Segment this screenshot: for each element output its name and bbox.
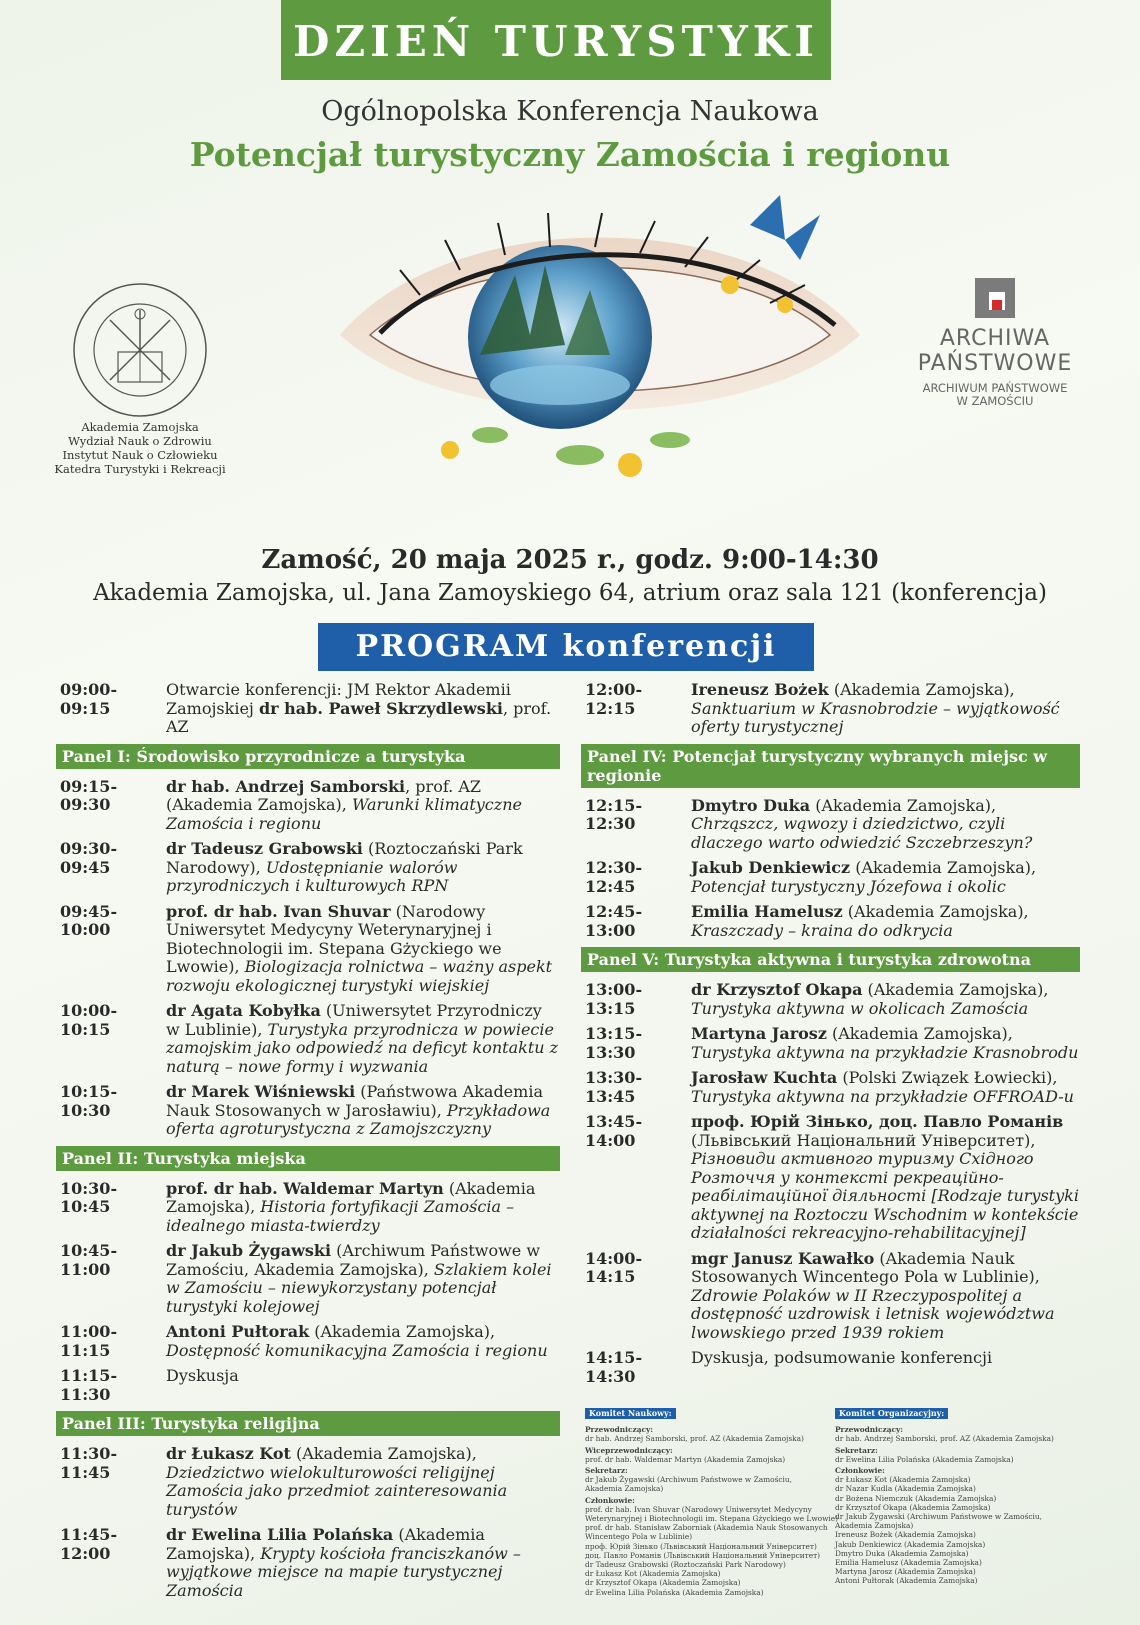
committee-title: Komitet Organizacyjny:: [835, 1408, 948, 1419]
committee-member: Antoni Pułtorak (Akademia Zamojska): [835, 1576, 978, 1586]
talk-title: Biologizacja rolnictwa – ważny aspekt rozwoju ekologicznej turystyki wiejskiej: [166, 957, 553, 995]
entry-time: 11:15-11:30: [60, 1366, 118, 1404]
committee-member: dr Krzysztof Okapa (Akademia Zamojska): [835, 1502, 991, 1512]
entry-time: 14:15-14:30: [585, 1348, 643, 1386]
organizing-committee: [835, 1408, 1054, 1586]
talk-title: Przykładowa oferta agroturystyczna z Zamojszczyzny: [166, 1100, 551, 1138]
talk-title: Turystyka aktywna na przykładzie OFFROAD-u: [691, 1086, 1074, 1106]
program-entry: [60, 681, 560, 737]
speaker-name: dr Marek Wiśniewski: [166, 1082, 356, 1101]
committee-role: Przewodniczący:: [835, 1425, 903, 1435]
entry-detail: (Akademia Zamojska),: [166, 1178, 536, 1216]
entry-time: 09:30-09:45: [60, 839, 118, 877]
entry-detail: Dyskusja, podsumowanie konferencji: [691, 1348, 993, 1367]
entry-detail: (Akademia Zamojska),: [826, 1024, 1013, 1043]
conference-theme: Potencjał turystyczny Zamościa i regionu: [189, 135, 951, 174]
committee-member: Weterynaryjnej i Biotechnologii im. Stepana Gżyckiego we Lwowie): [585, 1514, 839, 1524]
program-entry: [585, 1069, 1080, 1106]
panel-heading: Panel I: Środowisko przyrodnicze a turystyka: [56, 744, 560, 769]
committee-member: dr Tadeusz Grabowski (Roztoczański Park Narodowy): [585, 1560, 786, 1570]
committee-member: dr Ewelina Lilia Polańska (Akademia Zamojska): [585, 1587, 764, 1597]
entry-time: 10:45-11:00: [60, 1241, 118, 1279]
talk-title: Szlakiem kolei w Zamościu – niewykorzystany potencjał turystyki kolejowej: [166, 1259, 552, 1316]
entry-text: [691, 797, 1080, 853]
panel-heading: Panel IV: Potencjał turystyczny wybranych miejsc w regionie: [581, 744, 1080, 788]
committee-member: dr Łukasz Kot (Akademia Zamojska): [835, 1475, 971, 1485]
entry-time: 09:45-10:00: [60, 901, 118, 939]
entry-detail: (Akademia Zamojska),: [290, 1444, 477, 1463]
committee-member: проф. Юрій Зінько (Львівський Національний Університет): [585, 1541, 817, 1551]
eye-landscape-illustration: [330, 185, 870, 530]
speaker-name: Jakub Denkiewicz: [691, 858, 851, 877]
program-entry: [585, 797, 1080, 853]
talk-title: Turystyka przyrodnicza w powiecie zamojskim jako odpowiedź na deficyt kontaktu z naturą – nowe formy i wyzwania: [166, 1019, 559, 1076]
committee-member: dr Łukasz Kot (Akademia Zamojska): [585, 1569, 721, 1579]
entry-detail: (Akademia Nauk Stosowanych Wincentego Pola w Lublinie),: [691, 1248, 1040, 1286]
entry-time: 11:30-11:45: [60, 1444, 118, 1482]
archiwa-sub: ARCHIWUM PAŃSTWOWE W ZAMOŚCIU: [922, 381, 1068, 408]
speaker-name: Martyna Jarosz: [691, 1024, 827, 1043]
entry-time: 13:30-13:45: [585, 1068, 643, 1106]
entry-time: 09:15-09:30: [60, 776, 118, 814]
entry-time: 11:00-11:15: [60, 1322, 118, 1360]
entry-detail: , prof. AZ (Akademia Zamojska),: [166, 776, 482, 814]
program-entry: [585, 903, 1080, 940]
conference-subtitle: Ogólnopolska Konferencja Naukowa: [321, 96, 819, 127]
program-entry: [60, 1242, 560, 1316]
scientific-committee: [585, 1408, 838, 1597]
entry-text: [166, 1445, 560, 1519]
program-entry: [60, 903, 560, 996]
program-entry: [60, 1445, 560, 1519]
program-entry: [60, 1083, 560, 1139]
committee-member: доц. Павло Романів (Львівський Національний Університет): [585, 1550, 821, 1560]
entry-detail: (Akademia Zamojska),: [166, 1525, 485, 1563]
program-title: PROGRAM konferencji: [318, 623, 814, 671]
entry-text: [691, 681, 1080, 737]
speaker-name: dr hab. Andrzej Samborski: [166, 776, 406, 796]
entry-detail: (Polski Związek Łowiecki),: [837, 1068, 1058, 1087]
entry-text: [691, 1113, 1080, 1243]
committee-member: dr Jakub Żygawski (Archiwum Państwowe w Zamościu,: [585, 1475, 792, 1485]
committee-member: dr hab. Andrzej Samborski, prof. AZ (Akademia Zamojska): [835, 1434, 1054, 1444]
entry-text: [691, 981, 1080, 1018]
entry-text: [166, 1526, 560, 1600]
talk-title: Turystyka aktywna na przykładzie Krasnobrodu: [691, 1042, 1079, 1062]
speaker-name: dr Jakub Żygawski: [166, 1241, 332, 1260]
entry-time: 10:15-10:30: [60, 1082, 118, 1120]
entry-text: [691, 1250, 1080, 1343]
talk-title: Turystyka aktywna w okolicach Zamościa: [691, 998, 1029, 1018]
entry-text: [691, 1069, 1080, 1106]
entry-text: [166, 903, 560, 996]
speaker-name: Jarosław Kuchta: [691, 1068, 838, 1087]
entry-time: 13:45-14:00: [585, 1112, 643, 1150]
archiwa-panstwowe-logo: [905, 278, 1085, 408]
entry-time: 13:15-13:30: [585, 1024, 643, 1062]
committee-member: Wincentego Pola w Lublinie): [585, 1532, 693, 1542]
program-entry: [60, 1526, 560, 1600]
committee-member: Martyna Jarosz (Akademia Zamojska): [835, 1567, 976, 1577]
committee-member: dr Jakub Żygawski (Archiwum Państwowe w Zamościu,: [835, 1512, 1042, 1522]
entry-detail: Dyskusja: [166, 1366, 239, 1385]
committee-role: Sekretarz:: [585, 1466, 628, 1476]
entry-detail: (Akademia Zamojska),: [862, 980, 1049, 999]
archiwa-name: ARCHIWA PAŃSTWOWE: [917, 326, 1073, 376]
speaker-name: dr Łukasz Kot: [166, 1444, 291, 1463]
talk-title: Різновиди активного туризму Східного Розточчя у контексті рекреаційно-реабілітаційної діяльності [Rodzaje turystyki aktywnej na Roztoczu Wschodnim w kontekście działalności rekreacyjno-rehabilitacyjnej]: [691, 1149, 1079, 1242]
entry-time: 10:00-10:15: [60, 1001, 118, 1039]
committee-role: Członkowie:: [835, 1466, 885, 1476]
committee-role: Przewodniczący:: [585, 1425, 653, 1435]
talk-title: Dostępność komunikacyjna Zamościa i regionu: [166, 1340, 548, 1360]
program-entry: [60, 1323, 560, 1360]
program-entry: [60, 1180, 560, 1236]
entry-text: [166, 840, 560, 896]
talk-title: Dziedzictwo wielokulturowości religijnej Zamościa jako przedmiot zainteresowania turystów: [166, 1462, 508, 1519]
entry-detail: (Archiwum Państwowe w Zamościu, Akademia Zamojska),: [166, 1241, 541, 1279]
committee-member: dr Krzysztof Okapa (Akademia Zamojska): [585, 1578, 741, 1588]
talk-title: Sanktuarium w Krasnobrodzie – wyjątkowość oferty turystycznej: [691, 698, 1060, 736]
committee-role: Członkowie:: [585, 1495, 635, 1505]
speaker-name: Ireneusz Bożek: [691, 680, 829, 699]
committee-member: prof. dr hab. Waldemar Martyn (Akademia Zamojska): [585, 1454, 786, 1464]
committee-title: Komitet Naukowy:: [585, 1408, 676, 1419]
speaker-name: проф. Юрій Зінько, доц. Павло Романів: [691, 1112, 1064, 1131]
entry-time: 12:15-12:30: [585, 795, 643, 833]
program-left-column: [60, 681, 560, 1607]
program-entry: [585, 1025, 1080, 1062]
entry-time: 12:00-12:15: [585, 680, 643, 718]
entry-detail: (Akademia Zamojska),: [810, 795, 997, 815]
committee-member: dr hab. Andrzej Samborski, prof. AZ (Akademia Zamojska): [585, 1434, 804, 1444]
entry-text: [166, 1323, 560, 1360]
talk-title: Udostępnianie walorów przyrodniczych i kulturowych RPN: [166, 857, 458, 895]
entry-time: 11:45-12:00: [60, 1525, 118, 1563]
entry-detail: (Państwowa Akademia Nauk Stosowanych w Jarosławiu),: [166, 1082, 543, 1120]
program-entry: [585, 1113, 1080, 1243]
speaker-name: prof. dr hab. Waldemar Martyn: [166, 1178, 444, 1198]
speaker-name: dr hab. Paweł Skrzydlewski: [258, 698, 503, 718]
speaker-name: dr Tadeusz Grabowski: [166, 839, 363, 858]
entry-detail: (Akademia Zamojska),: [828, 680, 1015, 699]
speaker-name: dr Ewelina Lilia Polańska: [166, 1525, 394, 1544]
talk-title: Zdrowie Polaków w II Rzeczypospolitej a dostępność uzdrowisk i letnisk województwa lwowskiego przed 1939 rokiem: [691, 1285, 1055, 1342]
entry-text: [166, 778, 560, 834]
talk-title: Historia fortyfikacji Zamościa – idealnego miasta-twierdzy: [166, 1197, 515, 1235]
committee-member: prof. dr hab. Ivan Shuvar (Narodowy Uniwersytet Medycyny: [585, 1504, 812, 1514]
committee-member: dr Nazar Kudla (Akademia Zamojska): [835, 1484, 976, 1494]
program-right-column: [585, 681, 1080, 1393]
committee-member: Dmytro Duka (Akademia Zamojska): [835, 1548, 969, 1558]
speaker-name: Dmytro Duka: [691, 795, 811, 815]
entry-detail: (Uniwersytet Przyrodniczy w Lublinie),: [166, 1001, 542, 1039]
entry-text: [166, 681, 560, 737]
speaker-name: dr Krzysztof Okapa: [691, 980, 863, 999]
program-entry: [585, 1250, 1080, 1343]
program-entry: [585, 859, 1080, 896]
talk-title: Krypty kościoła franciszkanów – wyjątkowe miejsce na mapie turystycznej Zamościa: [166, 1543, 521, 1600]
talk-title: Potencjał turystyczny Józefowa i okolic: [691, 876, 1006, 896]
talk-title: Chrząszcz, wąwozy i dziedzictwo, czyli dlaczego warto odwiedzić Szczebrzeszyn?: [691, 814, 1033, 852]
entry-detail: (Narodowy Uniwersytet Medycyny Weterynaryjnej i Biotechnologii im. Stepana Gżyckiego we Lwowie),: [166, 901, 502, 976]
entry-text: [166, 1002, 560, 1076]
entry-detail: (Akademia Zamojska),: [309, 1322, 496, 1341]
committee-member: Jakub Denkiewicz (Akademia Zamojska): [835, 1539, 986, 1549]
entry-text: [691, 1349, 1080, 1386]
speaker-name: prof. dr hab. Ivan Shuvar: [166, 901, 391, 921]
program-entry: [585, 981, 1080, 1018]
committee-member: Akademia Zamojska): [585, 1484, 664, 1494]
entry-text: [166, 1242, 560, 1316]
talk-title: Kraszczady – kraina do odkrycia: [691, 920, 953, 940]
talk-title: Warunki klimatyczne Zamościa i regionu: [166, 795, 522, 833]
panel-heading: Panel V: Turystyka aktywna i turystyka zdrowotna: [581, 947, 1080, 972]
event-date: Zamość, 20 maja 2025 r., godz. 9:00-14:30: [261, 545, 879, 575]
akademia-zamojska-seal-icon: [70, 280, 210, 420]
entry-detail: , prof. AZ: [166, 698, 552, 736]
program-entry: [585, 681, 1080, 737]
program-entry: [585, 1349, 1080, 1386]
speaker-name: dr Agata Kobyłka: [166, 1001, 321, 1020]
committee-member: Akademia Zamojska): [835, 1521, 914, 1531]
speaker-name: Antoni Pułtorak: [166, 1322, 310, 1341]
speaker-name: Emilia Hamelusz: [691, 902, 843, 921]
poster-title: DZIEŃ TURYSTYKI: [281, 0, 831, 80]
program-entry: [60, 1367, 560, 1404]
panel-heading: Panel II: Turystyka miejska: [56, 1146, 560, 1171]
entry-detail: (Львівський Національний Університет),: [691, 1130, 1036, 1150]
entry-time: 12:30-12:45: [585, 858, 643, 896]
entry-detail: (Akademia Zamojska),: [842, 902, 1029, 921]
event-place: Akademia Zamojska, ul. Jana Zamoyskiego 64, atrium oraz sala 121 (konferencja): [93, 580, 1047, 606]
entry-time: 10:30-10:45: [60, 1178, 118, 1216]
program-entry: [60, 840, 560, 896]
committee-member: Ireneusz Bożek (Akademia Zamojska): [835, 1530, 976, 1540]
entry-text: [691, 903, 1080, 940]
committee-member: dr Ewelina Lilia Polańska (Akademia Zamojska): [835, 1454, 1014, 1464]
entry-text: [166, 1367, 560, 1404]
entry-detail: (Roztoczański Park Narodowy),: [166, 839, 523, 877]
speaker-name: mgr Janusz Kawałko: [691, 1248, 875, 1268]
entry-text: [691, 1025, 1080, 1062]
entry-detail: Otwarcie konferencji: JM Rektor Akademii Zamojskiej: [166, 680, 511, 718]
committee-role: Sekretarz:: [835, 1445, 878, 1455]
entry-detail: (Akademia Zamojska),: [850, 858, 1037, 877]
entry-time: 14:00-14:15: [585, 1248, 643, 1286]
entry-time: 09:00-09:15: [60, 680, 118, 718]
entry-time: 12:45-13:00: [585, 902, 643, 940]
committee-role: Wiceprzewodniczący:: [585, 1445, 673, 1455]
committee-member: prof. dr hab. Stanisław Zaborniak (Akademia Nauk Stosowanych: [585, 1523, 828, 1533]
program-entry: [60, 778, 560, 834]
panel-heading: Panel III: Turystyka religijna: [56, 1411, 560, 1436]
entry-text: [691, 859, 1080, 896]
committee-member: Emilia Hamelusz (Akademia Zamojska): [835, 1558, 982, 1568]
archiwa-square-icon: [975, 278, 1015, 318]
program-entry: [60, 1002, 560, 1076]
entry-text: [166, 1180, 560, 1236]
akademia-zamojska-label: Akademia Zamojska Wydział Nauk o Zdrowiu Instytut Nauk o Człowieku Katedra Turystyki i Rekreacji: [54, 420, 226, 476]
entry-time: 13:00-13:15: [585, 980, 643, 1018]
entry-text: [166, 1083, 560, 1139]
committee-member: dr Bożena Niemczuk (Akademia Zamojska): [835, 1493, 997, 1503]
